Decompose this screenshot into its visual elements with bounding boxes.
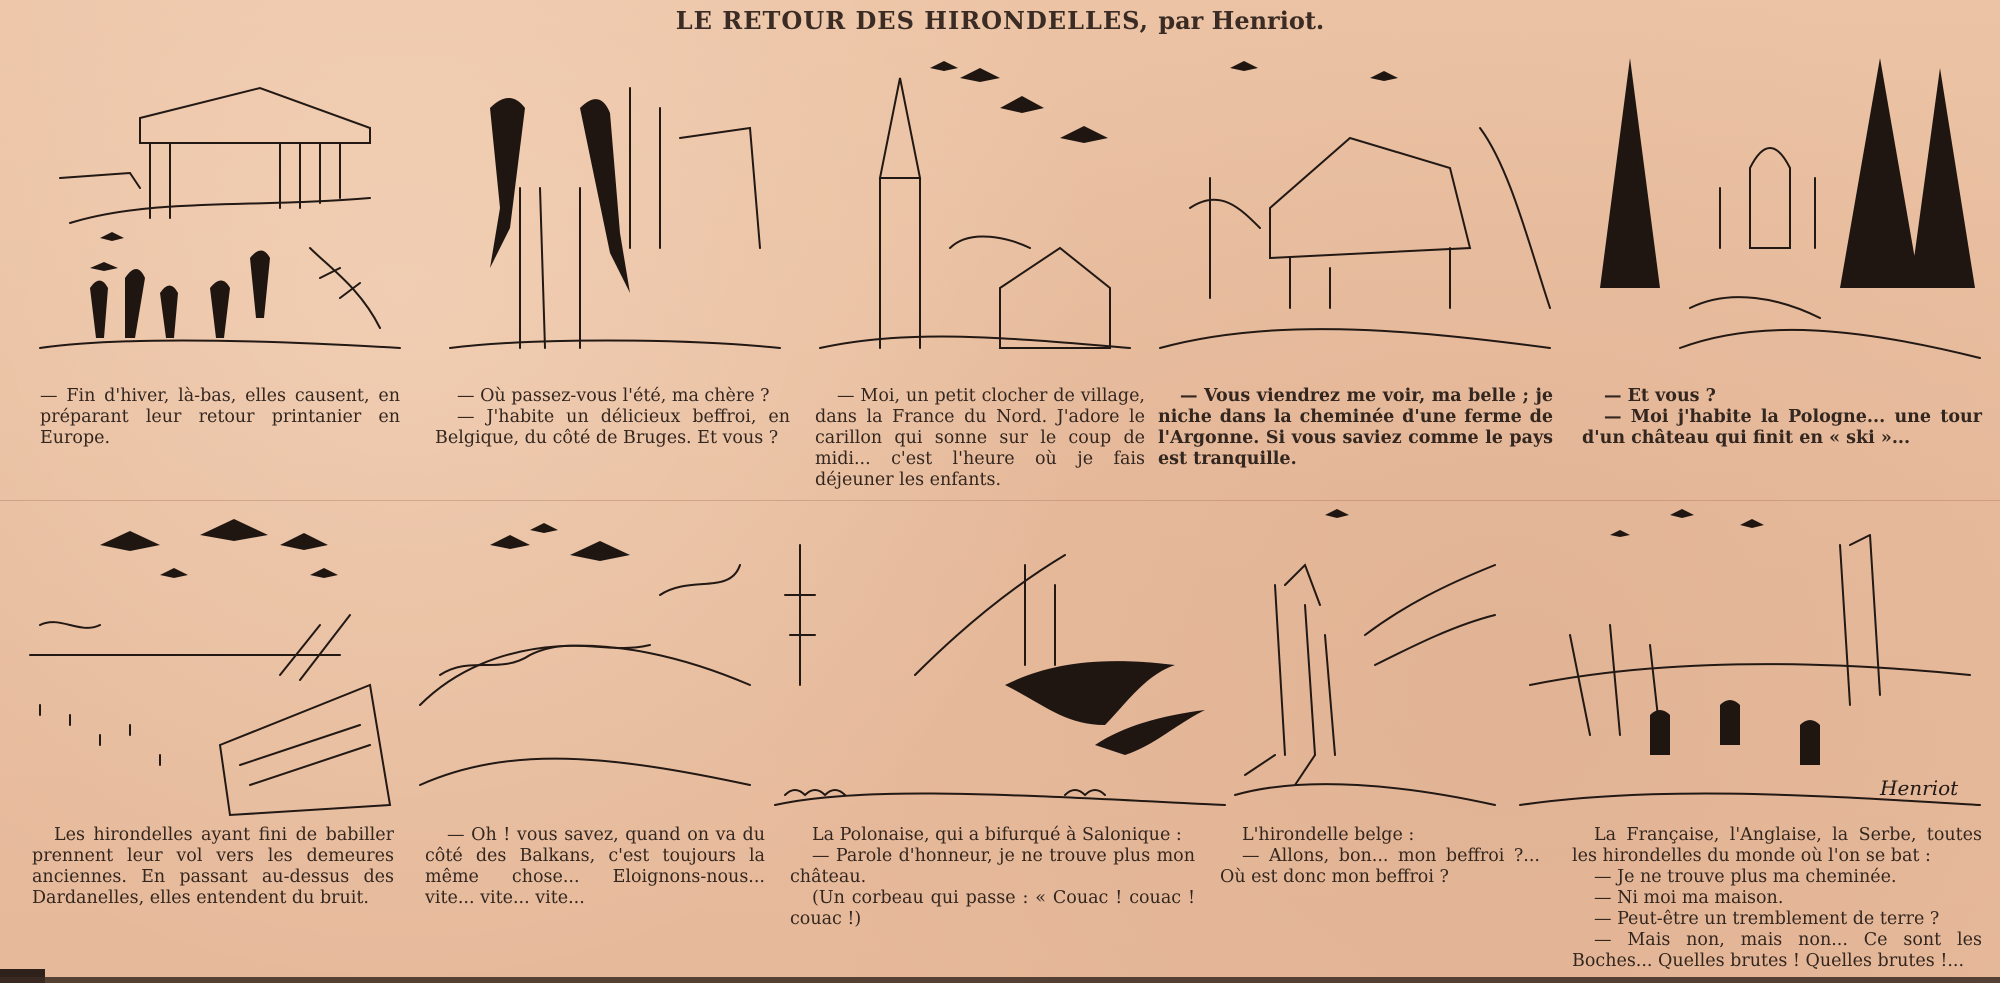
- page-edge: [0, 977, 2000, 983]
- panel-8-illustration: [765, 505, 1235, 825]
- panel-10-caption: La Française, l'Anglaise, la Serbe, toutes les hirondelles du monde où l'on se bat : — Je ne trouve plus ma cheminée. — Ni moi ma maison. — Peut-être un tremblement de terre ? — Mais non, mais non... Ce sont les Boches... Quelles brutes ! Quelles brutes !...: [1572, 825, 1982, 971]
- farmhouse-drawing: [1150, 48, 1560, 378]
- panel-4-illustration: [1150, 48, 1560, 378]
- temple-swallows-drawing: [30, 48, 410, 378]
- church-steeple-drawing: [810, 48, 1140, 378]
- swallows-on-post-drawing: [430, 48, 790, 378]
- panel-9-illustration: [1225, 505, 1505, 825]
- balkans-drawing: [410, 505, 760, 825]
- fold-line: [0, 500, 2000, 501]
- panel-3-illustration: [810, 48, 1140, 378]
- panel-9-caption: L'hirondelle belge : — Allons, bon... mon beffroi ?... Où est donc mon beffroi ?: [1220, 825, 1540, 887]
- ruined-town-soldiers-drawing: [1510, 505, 1990, 825]
- ravens-drawing: [765, 505, 1235, 825]
- pine-forest-castle-drawing: [1580, 48, 1990, 378]
- panel-7-caption: — Oh ! vous savez, quand on va du côté des Balkans, c'est toujours la même chose... Eloignons-nous... vite... vite... vite...: [425, 825, 765, 908]
- panel-2-illustration: [430, 48, 790, 378]
- panel-10-illustration: [1510, 505, 1990, 825]
- title-author: par Henriot.: [1158, 6, 1325, 35]
- panel-4-caption: — Vous viendrez me voir, ma belle ; je niche dans la cheminée d'une ferme de l'Argonne. Si vous saviez comme le pays est tranquille.: [1158, 386, 1553, 469]
- panel-6-illustration: [20, 505, 400, 825]
- panel-1-illustration: [30, 48, 410, 378]
- panel-1-caption: — Fin d'hiver, là-bas, elles causent, en préparant leur retour printanier en Europe.: [40, 386, 400, 448]
- panel-5-illustration: [1580, 48, 1990, 378]
- panel-3-caption: — Moi, un petit clocher de village, dans la France du Nord. J'adore le carillon qui sonne sur le coup de midi... c'est l'heure où je fais déjeuner les enfants.: [815, 386, 1145, 490]
- page-title: [0, 6, 2000, 35]
- panel-2-caption: — Où passez-vous l'été, ma chère ? — J'habite un délicieux beffroi, en Belgique, du côté de Bruges. Et vous ?: [435, 386, 790, 448]
- ruined-belfry-drawing: [1225, 505, 1505, 825]
- panel-8-caption: La Polonaise, qui a bifurqué à Salonique : — Parole d'honneur, je ne trouve plus mon château. (Un corbeau qui passe : « Couac ! couac ! couac !): [790, 825, 1195, 929]
- title-text: LE RETOUR DES HIRONDELLES,: [675, 6, 1149, 35]
- artist-signature: Henriot: [1880, 776, 1959, 800]
- panel-5-caption: — Et vous ? — Moi j'habite la Pologne... une tour d'un château qui finit en « ski »...: [1582, 386, 1982, 448]
- panel-6-caption: Les hirondelles ayant fini de babiller prennent leur vol vers les demeures anciennes. En passant au-dessus des Dardanelles, elles entendent du bruit.: [32, 825, 394, 908]
- dardanelles-drawing: [20, 505, 400, 825]
- panel-7-illustration: [410, 505, 760, 825]
